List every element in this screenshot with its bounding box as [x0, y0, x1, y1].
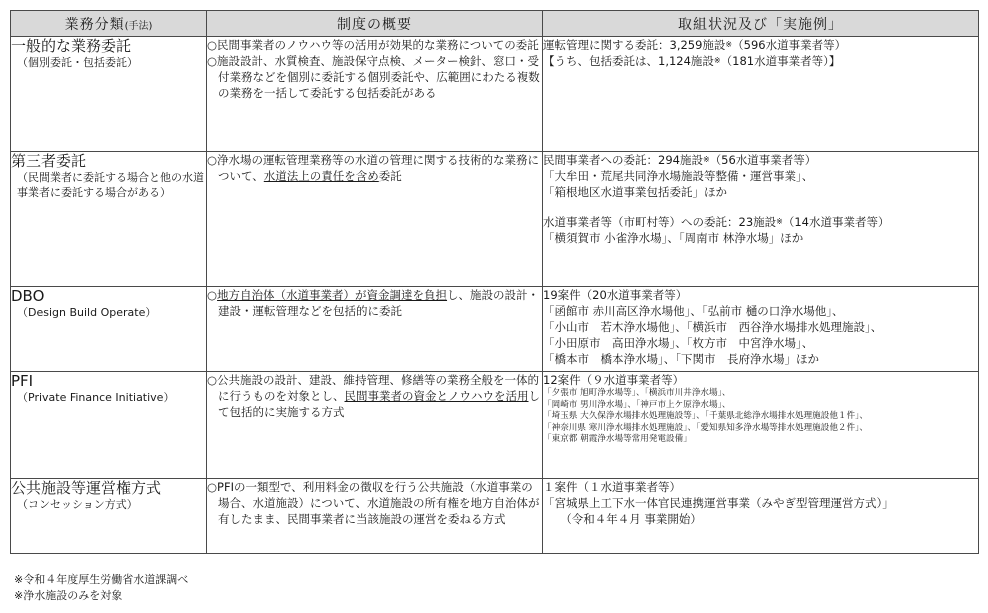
- status-text: 【うち、包括委託は、1,124施設: [543, 54, 714, 68]
- overview-cell: [207, 372, 543, 479]
- status-text: 水道事業者等（市町村等）への委託：23施設: [543, 215, 777, 229]
- status-text: 「横須賀市 小雀浄水場」、「周南市 林浄水場」ほか: [543, 231, 804, 245]
- status-text: 「東京都 朝霞浄水場等常用発電設備」: [543, 434, 692, 445]
- status-text: 12案件（９水道事業者等）: [543, 373, 685, 387]
- status-text: 民間事業者への委託：294施設: [543, 153, 703, 167]
- overview-text: 地方自治体（水道事業者）が資金調達を負担: [217, 288, 448, 302]
- status-text: １案件（１水道事業者等）: [543, 480, 681, 494]
- category-title: 公共施設等運営権方式: [11, 479, 162, 497]
- status-line: [543, 511, 978, 527]
- overview-text: ○浄水場の運転管理業務等の水道の管理に関する技術的な業務について、: [207, 153, 540, 183]
- overview-cell: [207, 152, 543, 287]
- table-row: [11, 37, 979, 152]
- overview-text: ○民間事業者のノウハウ等の活用が効果的な業務についての委託: [207, 38, 539, 52]
- header-status: 取組状況及び「実施例」: [543, 11, 979, 37]
- status-text: （56水道事業者等）: [709, 153, 817, 167]
- overview-text: 民間事業者の資金とノウハウを活用: [344, 389, 529, 403]
- overview-text: ○施設設計、水質検査、施設保守点検、メーター検針、窓口・受付業務などを個別に委託する個別委託や、広範囲にわたる複数の業務を一括して委託する包括委託がある: [207, 54, 540, 100]
- status-text: 「夕張市 旭町浄水場等」、「横浜市川井浄水場」、: [543, 388, 731, 398]
- note-mark: ※: [776, 217, 783, 226]
- category-title: 一般的な業務委託: [11, 37, 132, 55]
- status-text: 「小山市 若木浄水場他」、「横浜市 西谷浄水場排水処理施設」、: [543, 320, 883, 334]
- category-title: 第三者委託: [11, 152, 87, 170]
- status-line: [543, 303, 978, 319]
- overview-cell: [207, 37, 543, 152]
- category-subtitle: （Private Finance Initiative）: [17, 391, 175, 404]
- overview-text: 委託: [378, 169, 402, 183]
- category-cell: [11, 479, 207, 554]
- category-cell: [11, 37, 207, 152]
- footnote: ※浄水施設のみを対象: [14, 589, 123, 602]
- status-line: [543, 400, 978, 412]
- status-cell: [543, 152, 979, 287]
- status-line: [543, 214, 978, 230]
- status-text: 「埼玉県 大久保浄水場排水処理施設等」、「千葉県北総浄水場排水処理施設他１件」、: [543, 411, 868, 422]
- status-text: 19案件（20水道事業者等）: [543, 288, 688, 302]
- status-text: 「大牟田・荒尾共同浄水場施設等整備・運営事業」、: [543, 169, 814, 183]
- overview-paragraph: [207, 287, 542, 319]
- note-mark: ※: [725, 40, 733, 49]
- status-text: 「函館市 赤川高区浄水場他」、「弘前市 樋の口浄水場他」、: [543, 304, 844, 318]
- overview-cell: [207, 287, 543, 372]
- status-line: [543, 184, 978, 200]
- status-line: [543, 423, 978, 435]
- table-row: [11, 287, 979, 372]
- overview-paragraph: [207, 152, 542, 184]
- table-row: [11, 152, 979, 287]
- table-row: [11, 479, 979, 554]
- category-title: PFI: [11, 372, 34, 390]
- status-line: [543, 411, 978, 423]
- header-overview: 制度の概要: [207, 11, 543, 37]
- status-line: [543, 434, 978, 446]
- status-line: [543, 495, 978, 511]
- overview-paragraph: [207, 53, 542, 101]
- overview-paragraph: [207, 479, 542, 527]
- overview-text: 水道法上の責任を含め: [263, 169, 379, 183]
- note-mark: ※: [713, 56, 721, 65]
- status-text: 「箱根地区水道事業包括委託」ほか: [543, 185, 727, 199]
- status-line: [543, 372, 978, 388]
- status-line: [543, 287, 978, 303]
- overview-text: ○公共施設の設計、建設、維持管理、修繕等の業務全般を一体的に行うものを対象とし、: [207, 373, 540, 403]
- status-line: [543, 152, 978, 168]
- note-mark: ※: [702, 155, 710, 164]
- status-text: 「宮城県上工下水一体官民連携運営事業（みやぎ型管理運営方式）」: [543, 496, 894, 510]
- status-line: [543, 230, 978, 246]
- header-row: [11, 11, 979, 37]
- footnote: ※令和４年度厚生労働省水道課調べ: [14, 573, 189, 586]
- status-cell: [543, 372, 979, 479]
- status-text: 「橋本市 橋本浄水場」、「下関市 長府浄水場」ほか: [543, 352, 819, 366]
- status-line: [543, 388, 978, 400]
- status-line: [543, 53, 978, 69]
- overview-text: ○PFIの一類型で、利用料金の徴収を行う公共施設（水道事業の場合、水道施設）について、水道施設の所有権を地方自治体が有したまま、民間事業者に当該施設の運営を委ねる方式: [207, 480, 540, 526]
- status-text: （596水道事業者等）: [732, 38, 847, 52]
- category-cell: [11, 287, 207, 372]
- category-title: DBO: [11, 287, 45, 305]
- status-line: [543, 168, 978, 184]
- table-row: [11, 372, 979, 479]
- overview-paragraph: [207, 372, 542, 420]
- status-line: [543, 335, 978, 351]
- overview-text: し、施設の設計・建設・運転管理などを包括的に委託: [218, 288, 540, 318]
- status-cell: [543, 37, 979, 152]
- overview-cell: [207, 479, 543, 554]
- overview-text: ○: [207, 288, 218, 302]
- status-line: [543, 37, 978, 53]
- category-subtitle: （コンセッション方式）: [17, 498, 138, 511]
- spacer: [543, 200, 978, 214]
- category-subtitle: （個別委託・包括委託）: [17, 56, 138, 69]
- category-cell: [11, 372, 207, 479]
- status-text: 「神奈川県 寒川浄水場排水処理施設」、「愛知県知多浄水場等排水処理施設他２件」、: [543, 422, 868, 433]
- status-cell: [543, 479, 979, 554]
- category-subtitle: （民間業者に委託する場合と他の水道事業者に委託する場合がある）: [17, 171, 204, 199]
- status-text: （181水道事業者等）】: [720, 54, 841, 68]
- status-text: 「岡崎市 男川浄水場」、「神戸市上ケ原浄水場」、: [543, 399, 731, 410]
- status-text: （14水道事業者等）: [782, 215, 890, 229]
- status-text: （令和４年４月 事業開始）: [543, 512, 702, 526]
- category-subtitle: （Design Build Operate）: [17, 306, 157, 319]
- status-line: [543, 351, 978, 367]
- outsourcing-table: [10, 10, 979, 554]
- overview-text: して包括的に実施する方式: [218, 389, 540, 419]
- status-text: 運転管理に関する委託：3,259施設: [543, 38, 726, 52]
- status-cell: [543, 287, 979, 372]
- category-cell: [11, 152, 207, 287]
- status-line: [543, 479, 978, 495]
- footnotes: [14, 572, 188, 604]
- status-line: [543, 319, 978, 335]
- overview-paragraph: [207, 37, 542, 53]
- header-category: 業務分類(手法): [11, 11, 207, 37]
- status-text: 「小田原市 高田浄水場」、「枚方市 中宮浄水場」、: [543, 336, 814, 350]
